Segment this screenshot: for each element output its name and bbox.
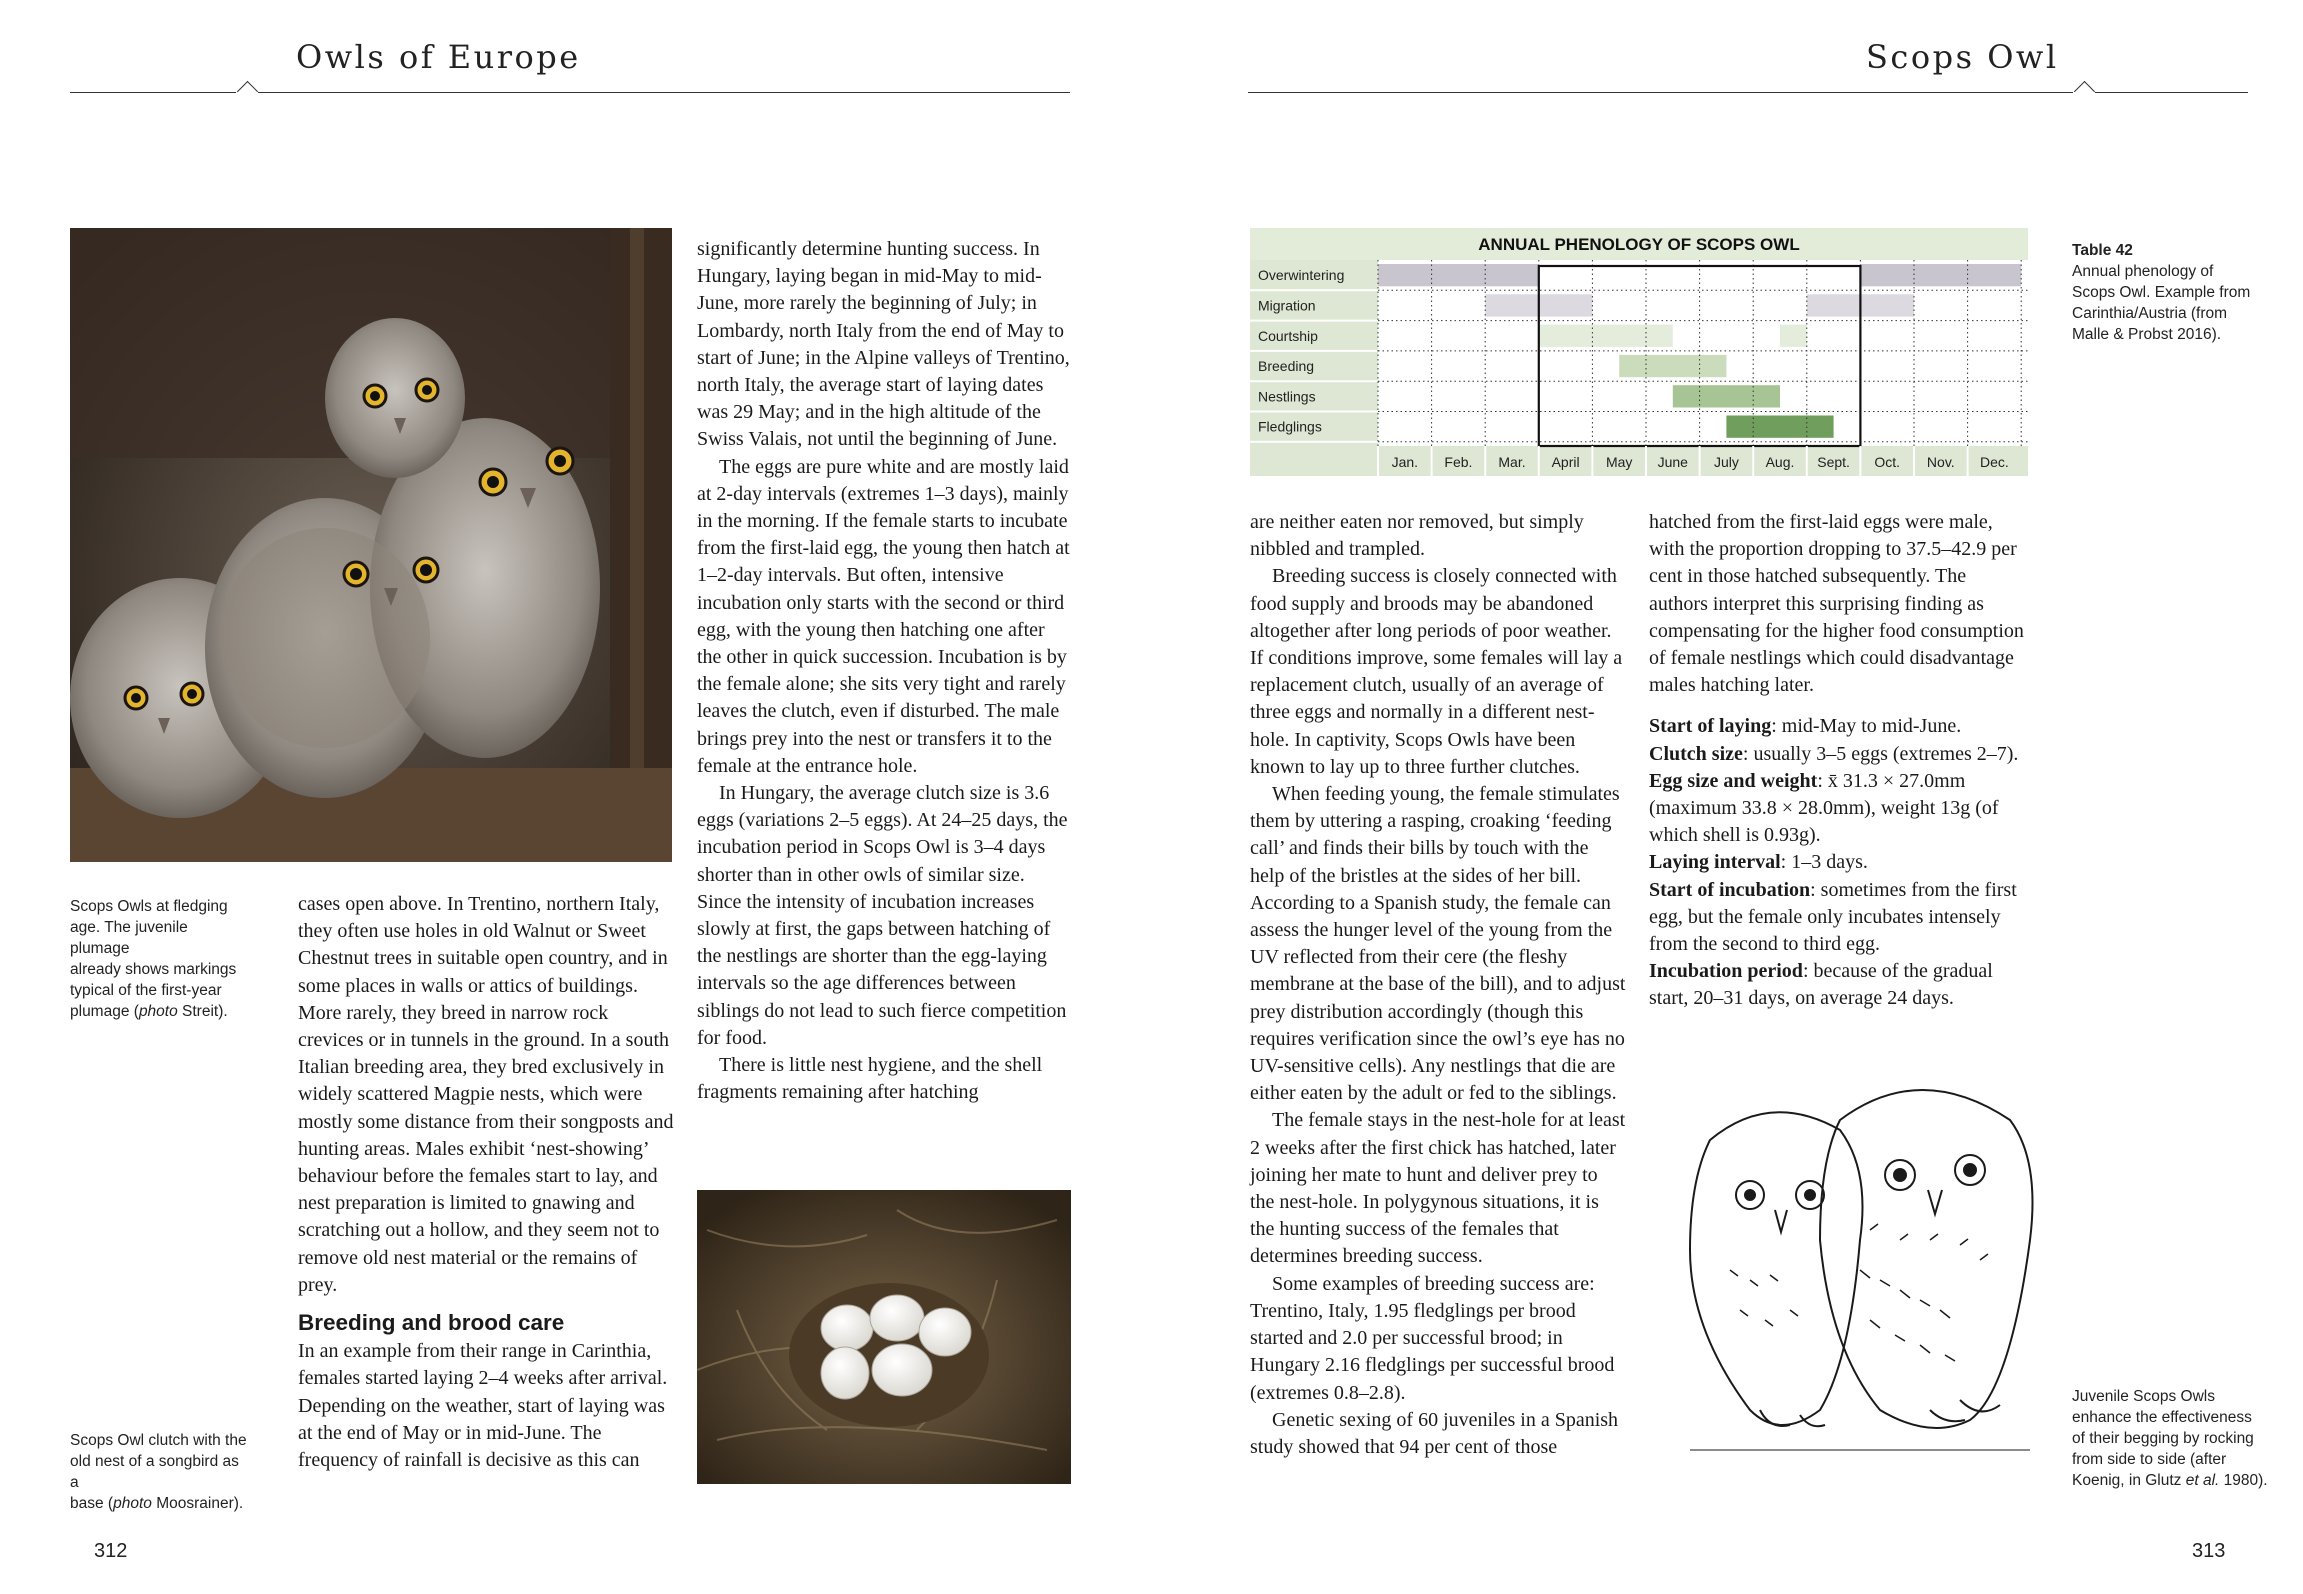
caption-line: Scops Owl clutch with the <box>70 1432 247 1449</box>
month-label: Mar. <box>1498 454 1526 470</box>
body-paragraph: In Hungary, the average clutch size is 3.6 eggs (variations 2–5 eggs). At 24–25 days, the incubation period in Scops Owl is 3–4 days shorter than in other owls of similar size. Since the intensity of incubation increases slowly at first, the gaps between hatching of the nestlings are shorter than the egg-laying intervals so the age differences between siblings do not lead to such fierce competition for food. <box>697 782 1068 1049</box>
month-label: April <box>1551 454 1580 470</box>
caption-line: Streit). <box>177 1003 228 1020</box>
header-notch-left-mark <box>237 81 258 102</box>
caption-line: enhance the effectiveness <box>2072 1409 2252 1426</box>
caption-line: age. The juvenile plumage <box>70 919 188 957</box>
phenology-row-label: Nestlings <box>1258 388 1316 405</box>
caption-line: 1980). <box>2219 1472 2268 1489</box>
phenology-bar <box>1619 355 1726 377</box>
phenology-row-label: Courtship <box>1258 327 1318 344</box>
egg-clutch-photo <box>697 1190 1071 1484</box>
fact-incubation-period <box>1649 958 2029 1012</box>
fact-clutch-size <box>1649 741 2029 768</box>
page-number-left: 312 <box>94 1540 128 1562</box>
fact-label: Egg size and weight <box>1649 769 1818 792</box>
body-paragraph: Some examples of breeding success are: Trentino, Italy, 1.95 fledglings per brood started and 2.0 per successful brood; in Hungary 2.16 fledglings per successful brood (extremes 0.8–2.8). <box>1250 1272 1615 1404</box>
phenology-row-label: Breeding <box>1258 358 1315 375</box>
phenology-row-label: Fledglings <box>1258 418 1322 435</box>
clutch-photo-caption <box>70 1430 250 1514</box>
caption-line: Scops Owl. Example from <box>2072 284 2251 301</box>
fact-text: : because of the gradual start, 20–31 days, on average 24 days. <box>1649 960 1993 1010</box>
fact-label: Incubation period <box>1649 960 1803 983</box>
month-label: Sept. <box>1817 454 1850 470</box>
caption-line: base ( <box>70 1495 114 1512</box>
header-notch-right-mark <box>2074 81 2095 102</box>
body-paragraph: Breeding success is closely connected with food supply and broods may be abandoned altogether after long periods of poor weather. If conditions improve, some females will lay a replacement clutch, usually of an average of three eggs and normally in a different nest-hole. In captivity, Scops Owls have been known to lay up to three further clutches. <box>1250 565 1623 778</box>
caption-line: from side to side (after <box>2072 1451 2227 1468</box>
month-label: Nov. <box>1926 454 1955 470</box>
caption-line: of their begging by rocking <box>2072 1430 2254 1447</box>
body-paragraph: hatched from the first-laid eggs were male, with the proportion dropping to 37.5–42.9 per cent in those hatched subsequently. The authors interpret this surprising finding as compensating for the higher food consumption of female nestlings which could disadvantage males hatching later. <box>1649 511 2024 697</box>
owlets-photo <box>70 228 672 862</box>
phenology-chart <box>1250 228 2028 476</box>
phenology-bar <box>1378 264 1539 286</box>
fact-text: : 1–3 days. <box>1780 851 1868 874</box>
fact-text: : mid-May to mid-June. <box>1771 715 1962 738</box>
caption-line: Annual phenology of <box>2072 263 2214 280</box>
table-caption <box>2072 240 2272 345</box>
body-paragraph: are neither eaten nor removed, but simply nibbled and trampled. <box>1250 511 1584 561</box>
caption-line: already shows markings <box>70 961 237 978</box>
body-paragraph: significantly determine hunting success. In Hungary, laying began in mid-May to mid-June, more rarely the beginning of July; in Lombardy, north Italy from the end of May to start of June; in the Alpine valleys of Trentino, north Italy, the average start of laying dates was 29 May; and in the high altitude of the Swiss Valais, not until the beginning of June. <box>697 238 1070 451</box>
left-column-2 <box>697 236 1073 1107</box>
table-number: Table 42 <box>2072 242 2133 259</box>
right-column-1 <box>1250 509 1626 1461</box>
caption-line: plumage ( <box>70 1003 139 1020</box>
caption-line: Juvenile Scops Owls <box>2072 1388 2216 1405</box>
fact-label: Start of incubation <box>1649 878 1811 901</box>
left-column-1 <box>298 891 674 1474</box>
caption-italic: et al. <box>2185 1472 2220 1489</box>
section-heading: Breeding and brood care <box>298 1310 565 1336</box>
phenology-bar <box>1780 325 1807 347</box>
right-column-2 <box>1649 509 2029 1013</box>
fact-label: Clutch size <box>1649 742 1743 765</box>
fact-label: Laying interval <box>1649 851 1781 874</box>
phenology-table <box>1250 228 2028 476</box>
caption-italic: photo <box>138 1003 178 1020</box>
fact-label: Start of laying <box>1649 715 1772 738</box>
fact-start-of-laying <box>1649 713 2029 740</box>
phenology-row-label: Migration <box>1258 297 1316 314</box>
body-paragraph: In an example from their range in Carinthia, females started laying 2–4 weeks after arrival. Depending on the weather, start of laying was at the end of May or in mid-June. The frequency of rainfall is decisive as this can <box>298 1340 668 1472</box>
body-paragraph: There is little nest hygiene, and the shell fragments remaining after hatching <box>697 1054 1043 1104</box>
body-paragraph: The female stays in the nest-hole for at least 2 weeks after the first chick has hatched, later joining her mate to hunt and deliver prey to the nest-hole. In polygynous situations, it is the hunting success of the females that determines breeding success. <box>1250 1109 1626 1268</box>
phenology-bar <box>1673 385 1780 407</box>
caption-line: Koenig, in Glutz <box>2072 1472 2186 1489</box>
drawing-caption <box>2072 1386 2272 1491</box>
month-label: May <box>1605 454 1633 470</box>
owl-sketch-illustration <box>1670 1080 2050 1460</box>
month-label: Oct. <box>1874 454 1901 470</box>
phenology-bar <box>1726 416 1833 438</box>
header-rule-left <box>70 92 1070 93</box>
fact-text: : usually 3–5 eggs (extremes 2–7). <box>1742 742 2019 765</box>
fact-egg-size <box>1649 768 2029 850</box>
running-head-left: Owls of Europe <box>296 38 581 76</box>
owlets-photo-caption <box>70 896 250 1022</box>
fact-laying-interval <box>1649 849 2029 876</box>
caption-italic: photo <box>113 1495 152 1512</box>
phenology-bar <box>1539 325 1673 347</box>
month-label: Dec. <box>1980 454 2009 470</box>
fact-text: : sometimes from the first egg, but the female only incubates intensely from the second to third egg. <box>1649 878 2017 956</box>
body-paragraph: Genetic sexing of 60 juveniles in a Spanish study showed that 94 per cent of those <box>1250 1408 1619 1458</box>
month-label: July <box>1713 454 1739 470</box>
running-head-right: Scops Owl <box>1866 38 2059 76</box>
month-label: Jan. <box>1391 454 1419 470</box>
phenology-row-label: Overwintering <box>1258 267 1345 284</box>
table-title: ANNUAL PHENOLOGY OF SCOPS OWL <box>1478 235 1800 254</box>
header-rule-right <box>1248 92 2248 93</box>
month-label: June <box>1657 454 1688 470</box>
page-number-right: 313 <box>2192 1540 2226 1562</box>
fact-text: : x̄ 31.3 × 27.0mm (maximum 33.8 × 28.0mm), weight 13g (of which shell is 0.93g). <box>1649 769 1999 847</box>
month-label: Aug. <box>1765 454 1795 470</box>
fact-start-of-incubation <box>1649 877 2029 959</box>
caption-line: Carinthia/Austria (from <box>2072 305 2228 322</box>
caption-line: Scops Owls at fledging <box>70 898 228 915</box>
caption-line: Malle & Probst 2016). <box>2072 326 2222 343</box>
caption-line: old nest of a songbird as a <box>70 1453 239 1491</box>
body-paragraph: When feeding young, the female stimulates them by uttering a rasping, croaking ‘feeding call’ and finds their bills by touch with the help of the bristles at the sides of her bill. According to a Spanish study, the female can assess the hunger level of the young from the UV reflected from their cere (the fleshy membrane at the base of the bill), and to adjust prey distribution accordingly (though this requires verification since the owl’s eye has no UV-sensitive cells). Any nestlings that die are either eaten by the adult or fed to the siblings. <box>1250 783 1626 1105</box>
phenology-bar <box>1860 264 2021 286</box>
body-paragraph: The eggs are pure white and are mostly laid at 2-day intervals (extremes 1–3 days), mainly in the morning. If the female starts to incubate from the first-laid egg, the young then hatch at 1–2-day intervals. But often, intensive incubation only starts with the second or third egg, with the young then hatching one after the other in quick succession. Incubation is by the female alone; she sits very tight and rarely leaves the clutch, even if disturbed. The male brings prey into the nest or transfers it to the female at the entrance hole. <box>697 455 1070 777</box>
month-label: Feb. <box>1444 454 1473 470</box>
caption-line: typical of the first-year <box>70 982 222 999</box>
caption-line: Moosrainer). <box>151 1495 244 1512</box>
body-paragraph: cases open above. In Trentino, northern Italy, they often use holes in old Walnut or Sweet Chestnut trees in suitable open country, and in some places in walls or attics of buildings. More rarely, they breed in narrow rock crevices or in tunnels in the ground. In a south Italian breeding area, they bred exclusively in widely scattered Magpie nests, which were mostly some distance from their songposts and hunting areas. Males exhibit ‘nest-showing’ behaviour before the females start to lay, and nest preparation is limited to gnawing and scratching out a hollow, and they seem not to remove old nest material or the remains of prey. <box>298 893 674 1296</box>
